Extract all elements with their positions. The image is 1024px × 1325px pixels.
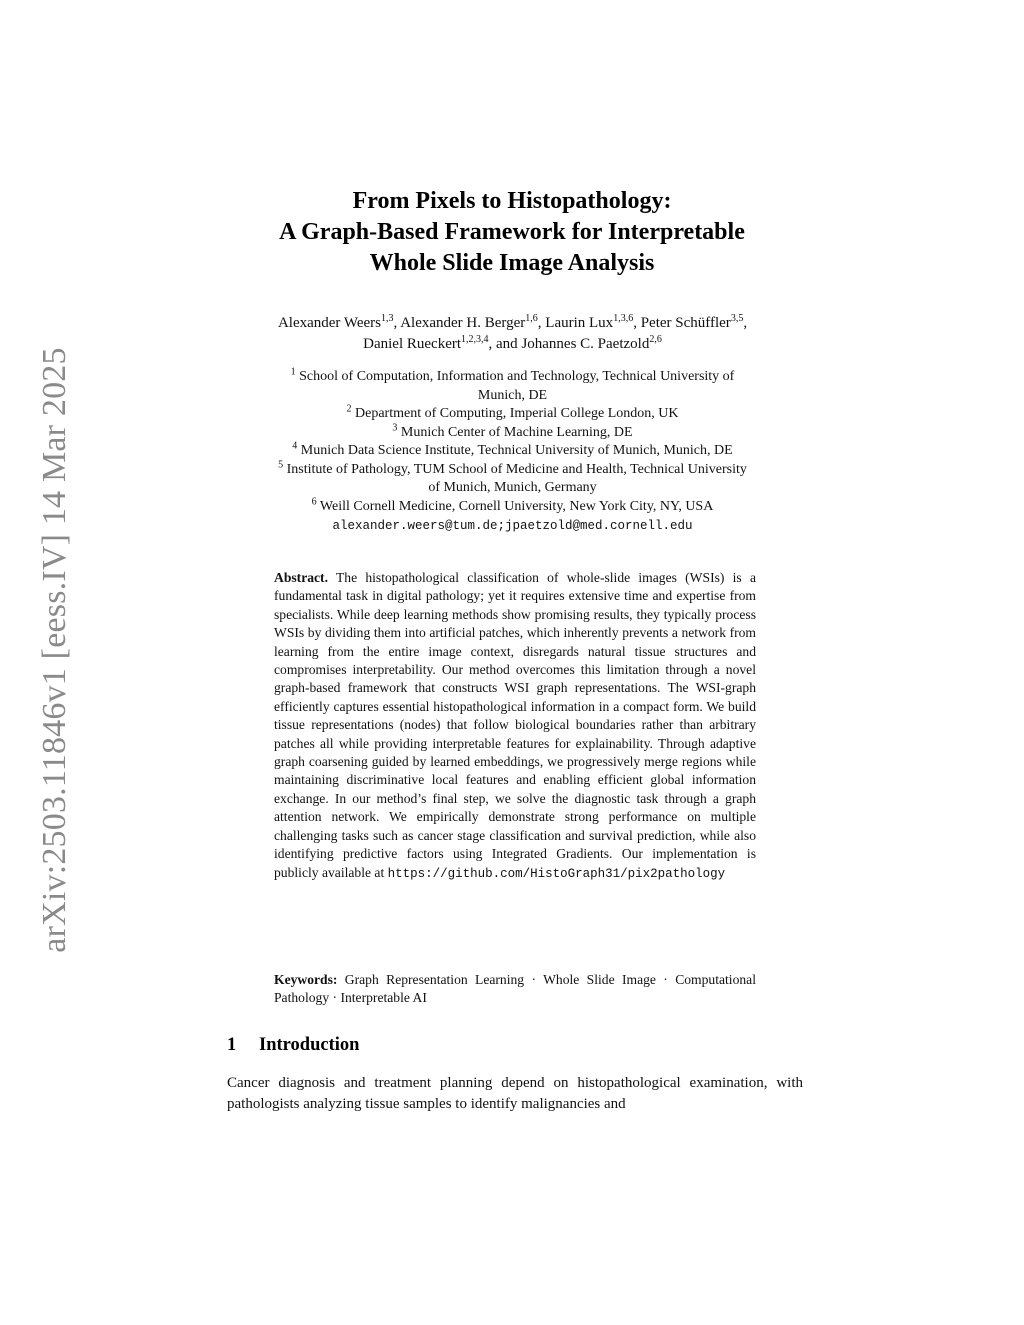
abstract [274, 569, 756, 883]
abstract-text: The histopathological classification of whole-slide images (WSIs) is a fundamental task in digital pathology; yet it requires extensive time and expertise from specialists. While deep learning methods show promising results, they typically process WSIs by dividing them into artificial patches, which inherently prevents a network from learning from the entire image context, disregards natural tissue structures and compromises interpretability. Our method overcomes this limitation through a novel graph-based framework that constructs WSI graph representations. The WSI-graph efficiently captures essential histopathological information in a compact form. We build tissue representations (nodes) that follow biological boundaries rather than arbitrary patches all while providing interpretable features for explainability. Through adaptive graph coarsening guided by learned embeddings, we progressively merge regions while maintaining discriminative local features and enabling efficient global information exchange. In our method’s final step, we solve the diagnostic task through a graph attention network. We empirically demonstrate strong performance on multiple challenging tasks such as cancer stage classification and survival prediction, while also identifying predictive factors using Integrated Gradients. Our implementation is publicly available at [274, 570, 756, 880]
author-separator: , and [488, 336, 522, 352]
contact-emails: alexander.weers@tum.de;jpaetzold@med.cornell.edu [332, 519, 693, 533]
affiliation-number: 2 [346, 403, 352, 415]
author-separator: , [743, 315, 748, 331]
title-line-1: From Pixels to Histopathology: [352, 188, 672, 214]
affiliation-text: of Munich, Munich, Germany [428, 480, 597, 495]
repository-link[interactable]: https://github.com/HistoGraph31/pix2pathology [387, 866, 726, 881]
affiliation-text: Department of Computing, Imperial College London, UK [355, 406, 679, 421]
author-name: Alexander Weers [277, 315, 381, 331]
affiliation-item [230, 387, 795, 406]
section-title: Introduction [259, 1035, 360, 1055]
author-name: Peter Schüffler [640, 315, 731, 331]
affiliation-number: 1 [290, 366, 296, 378]
author-affiliation-marker: 2,6 [649, 334, 662, 345]
affiliation-text: Munich Center of Machine Learning, DE [400, 424, 633, 440]
author-separator: , [537, 315, 546, 331]
affiliation-item [230, 405, 795, 424]
affiliation-item [230, 442, 795, 461]
author-separator: , [393, 315, 401, 331]
section-heading [227, 1035, 359, 1056]
author-affiliation-marker: 1,6 [525, 313, 538, 324]
keywords-label: Keywords: [274, 972, 338, 987]
affiliation-item [230, 421, 795, 443]
intro-paragraph: Cancer diagnosis and treatment planning depend on histopathological examination, with pathologists analyzing tissue samples to identify malignancies and [227, 1075, 803, 1112]
affiliation-item [230, 458, 795, 480]
author-separator: , [633, 315, 641, 331]
author-affiliation-marker: 1,2,3,4 [461, 334, 489, 345]
abstract-label: Abstract. [274, 570, 328, 585]
author-affiliation-marker: 1,3 [381, 313, 394, 324]
affiliation-text: Weill Cornell Medicine, Cornell University, New York City, NY, USA [319, 498, 714, 514]
arxiv-identifier: arXiv:2503.11846v1 [eess.IV] 14 Mar 2025 [36, 347, 73, 953]
author-name: Daniel Rueckert [363, 336, 462, 352]
affiliation-text: Munich, DE [477, 387, 548, 403]
affiliation-number: 5 [278, 458, 284, 470]
author-affiliation-marker: 3,5 [730, 313, 744, 324]
author-list [200, 313, 825, 355]
section-number: 1 [227, 1035, 237, 1055]
affiliation-number: 3 [392, 421, 398, 433]
author-affiliation-marker: 1,3,6 [613, 313, 634, 324]
author-name: Johannes C. Paetzold [521, 336, 650, 352]
title-line-3: Whole Slide Image Analysis [369, 250, 655, 276]
affiliation-text: Institute of Pathology, TUM School of Medicine and Health, Technical University [286, 461, 747, 477]
affiliation-list [230, 368, 795, 536]
keywords [274, 971, 756, 1008]
affiliation-item [230, 495, 795, 517]
affiliation-text: Munich Data Science Institute, Technical University of Munich, Munich, DE [300, 443, 733, 458]
affiliation-number: 4 [292, 440, 298, 452]
paper-title [0, 186, 1024, 279]
keywords-text: Graph Representation Learning · Whole Slide Image · Computational Pathology · Interpretable AI [274, 972, 756, 1006]
affiliation-text: School of Computation, Information and Technology, Technical University of [299, 369, 735, 384]
title-line-2: A Graph-Based Framework for Interpretable [279, 219, 745, 245]
affiliation-item [230, 368, 795, 387]
author-name: Laurin Lux [545, 315, 614, 331]
affiliation-number: 6 [311, 495, 317, 507]
affiliation-item [230, 479, 795, 498]
author-name: Alexander H. Berger [400, 315, 526, 331]
